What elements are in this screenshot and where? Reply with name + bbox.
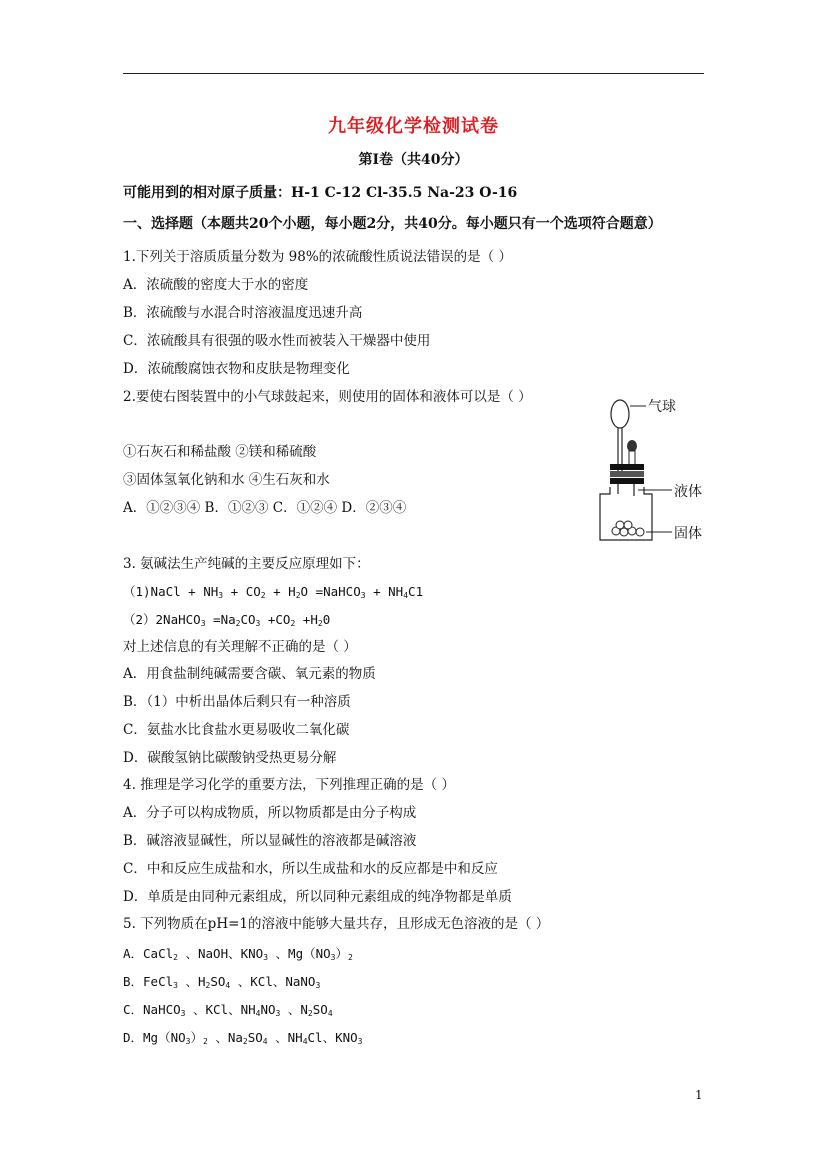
- question-5-option-a: A．CaCl$_2$ 、NaOH、$KNO_3$ 、$Mg(NO_3)_2$: [123, 946, 353, 962]
- label-liquid: 液体: [674, 484, 702, 500]
- question-3-stem: 3. 氨碱法生产纯碱的主要反应原理如下：: [123, 556, 370, 572]
- question-1-option-c: C．浓硫酸具有很强的吸水性而被装入干燥器中使用: [123, 333, 431, 349]
- question-2-choices-1: ①石灰石和稀盐酸 ②镁和稀硫酸: [123, 444, 317, 460]
- question-2-stem: 2.要使右图装置中的小气球鼓起来，则使用的固体和液体可以是（ ）: [123, 389, 532, 405]
- section-heading: 一、选择题（本题共20个小题，每小题2分，共40分。每小题只有一个选项符合题意）: [123, 216, 662, 232]
- question-4-option-d: D．单质是由同种元素组成，所以同种元素组成的纯净物都是单质: [123, 889, 512, 905]
- question-5-option-d: D．$Mg(NO_3)_2$ 、$Na_2SO_4$ 、$NH_4Cl$、$KNO_3$: [123, 1030, 363, 1046]
- question-4-option-a: A．分子可以构成物质，所以物质都是由分子构成: [123, 805, 417, 821]
- question-4-stem: 4. 推理是学习化学的重要方法，下列推理正确的是（ ）: [123, 777, 455, 793]
- question-3-option-d: D．碳酸氢钠比碳酸钠受热更易分解: [123, 750, 337, 766]
- atomic-mass-line: 可能用到的相对原子质量：H-1 C-12 Cl-35.5 Na-23 O-16: [123, 185, 518, 201]
- question-5-stem: 5. 下列物质在pH=1的溶液中能够大量共存，且形成无色溶液的是（ ）: [123, 916, 550, 932]
- question-3-option-b: B．（1）中析出晶体后剩只有一种溶质: [123, 694, 351, 710]
- question-1-stem: 1.下列关于溶质质量分数为 98%的浓硫酸性质说法错误的是（ ）: [123, 249, 512, 265]
- equation-2: （2）2NaHCO$_3$ $=Na_2CO_3 +CO_2 +H_20$: [123, 612, 331, 628]
- question-1-option-a: A．浓硫酸的密度大于水的密度: [123, 277, 309, 293]
- question-2-options: A．①②③④ B．①②③ C．①②④ D．②③④: [123, 500, 407, 516]
- question-1-option-d: D．浓硫酸腐蚀衣物和皮肤是物理变化: [123, 361, 350, 377]
- question-4-option-b: B．碱溶液显碱性，所以显碱性的溶液都是碱溶液: [123, 833, 417, 849]
- question-3-option-c: C．氨盐水比食盐水更易吸收二氧化碳: [123, 722, 350, 738]
- label-solid: 固体: [674, 526, 702, 542]
- page-number: 1: [695, 1088, 703, 1102]
- question-4-option-c: C．中和反应生成盐和水，所以生成盐和水的反应都是中和反应: [123, 861, 498, 877]
- question-5-option-b: B．FeCl$_3$ 、$H_2SO_4$ 、KCl、NaNO$_3$: [123, 974, 321, 990]
- label-balloon: 气球: [648, 399, 676, 415]
- header-rule: [123, 73, 704, 74]
- page-subtitle: 第Ⅰ卷（共40分）: [358, 152, 469, 168]
- equation-1: （1)NaCl + $NH_3 + CO_2 + H_2O$ =NaHCO$_3$ + $NH_4C1$: [123, 584, 424, 600]
- question-3-option-a: A．用食盐制纯碱需要含碳、氧元素的物质: [123, 666, 376, 682]
- question-3-prompt: 对上述信息的有关理解不正确的是（ ）: [123, 639, 357, 655]
- page-title: 九年级化学检测试卷: [328, 116, 499, 137]
- question-1-option-b: B．浓硫酸与水混合时溶液温度迅速升高: [123, 305, 363, 321]
- balloon-apparatus-figure: [596, 390, 716, 550]
- question-2-choices-2: ③固体氢氧化钠和水 ④生石灰和水: [123, 472, 330, 488]
- question-5-option-c: C．NaHCO$_3$ 、KCl、$NH_4NO_3$ 、$N_2SO_4$: [123, 1002, 333, 1018]
